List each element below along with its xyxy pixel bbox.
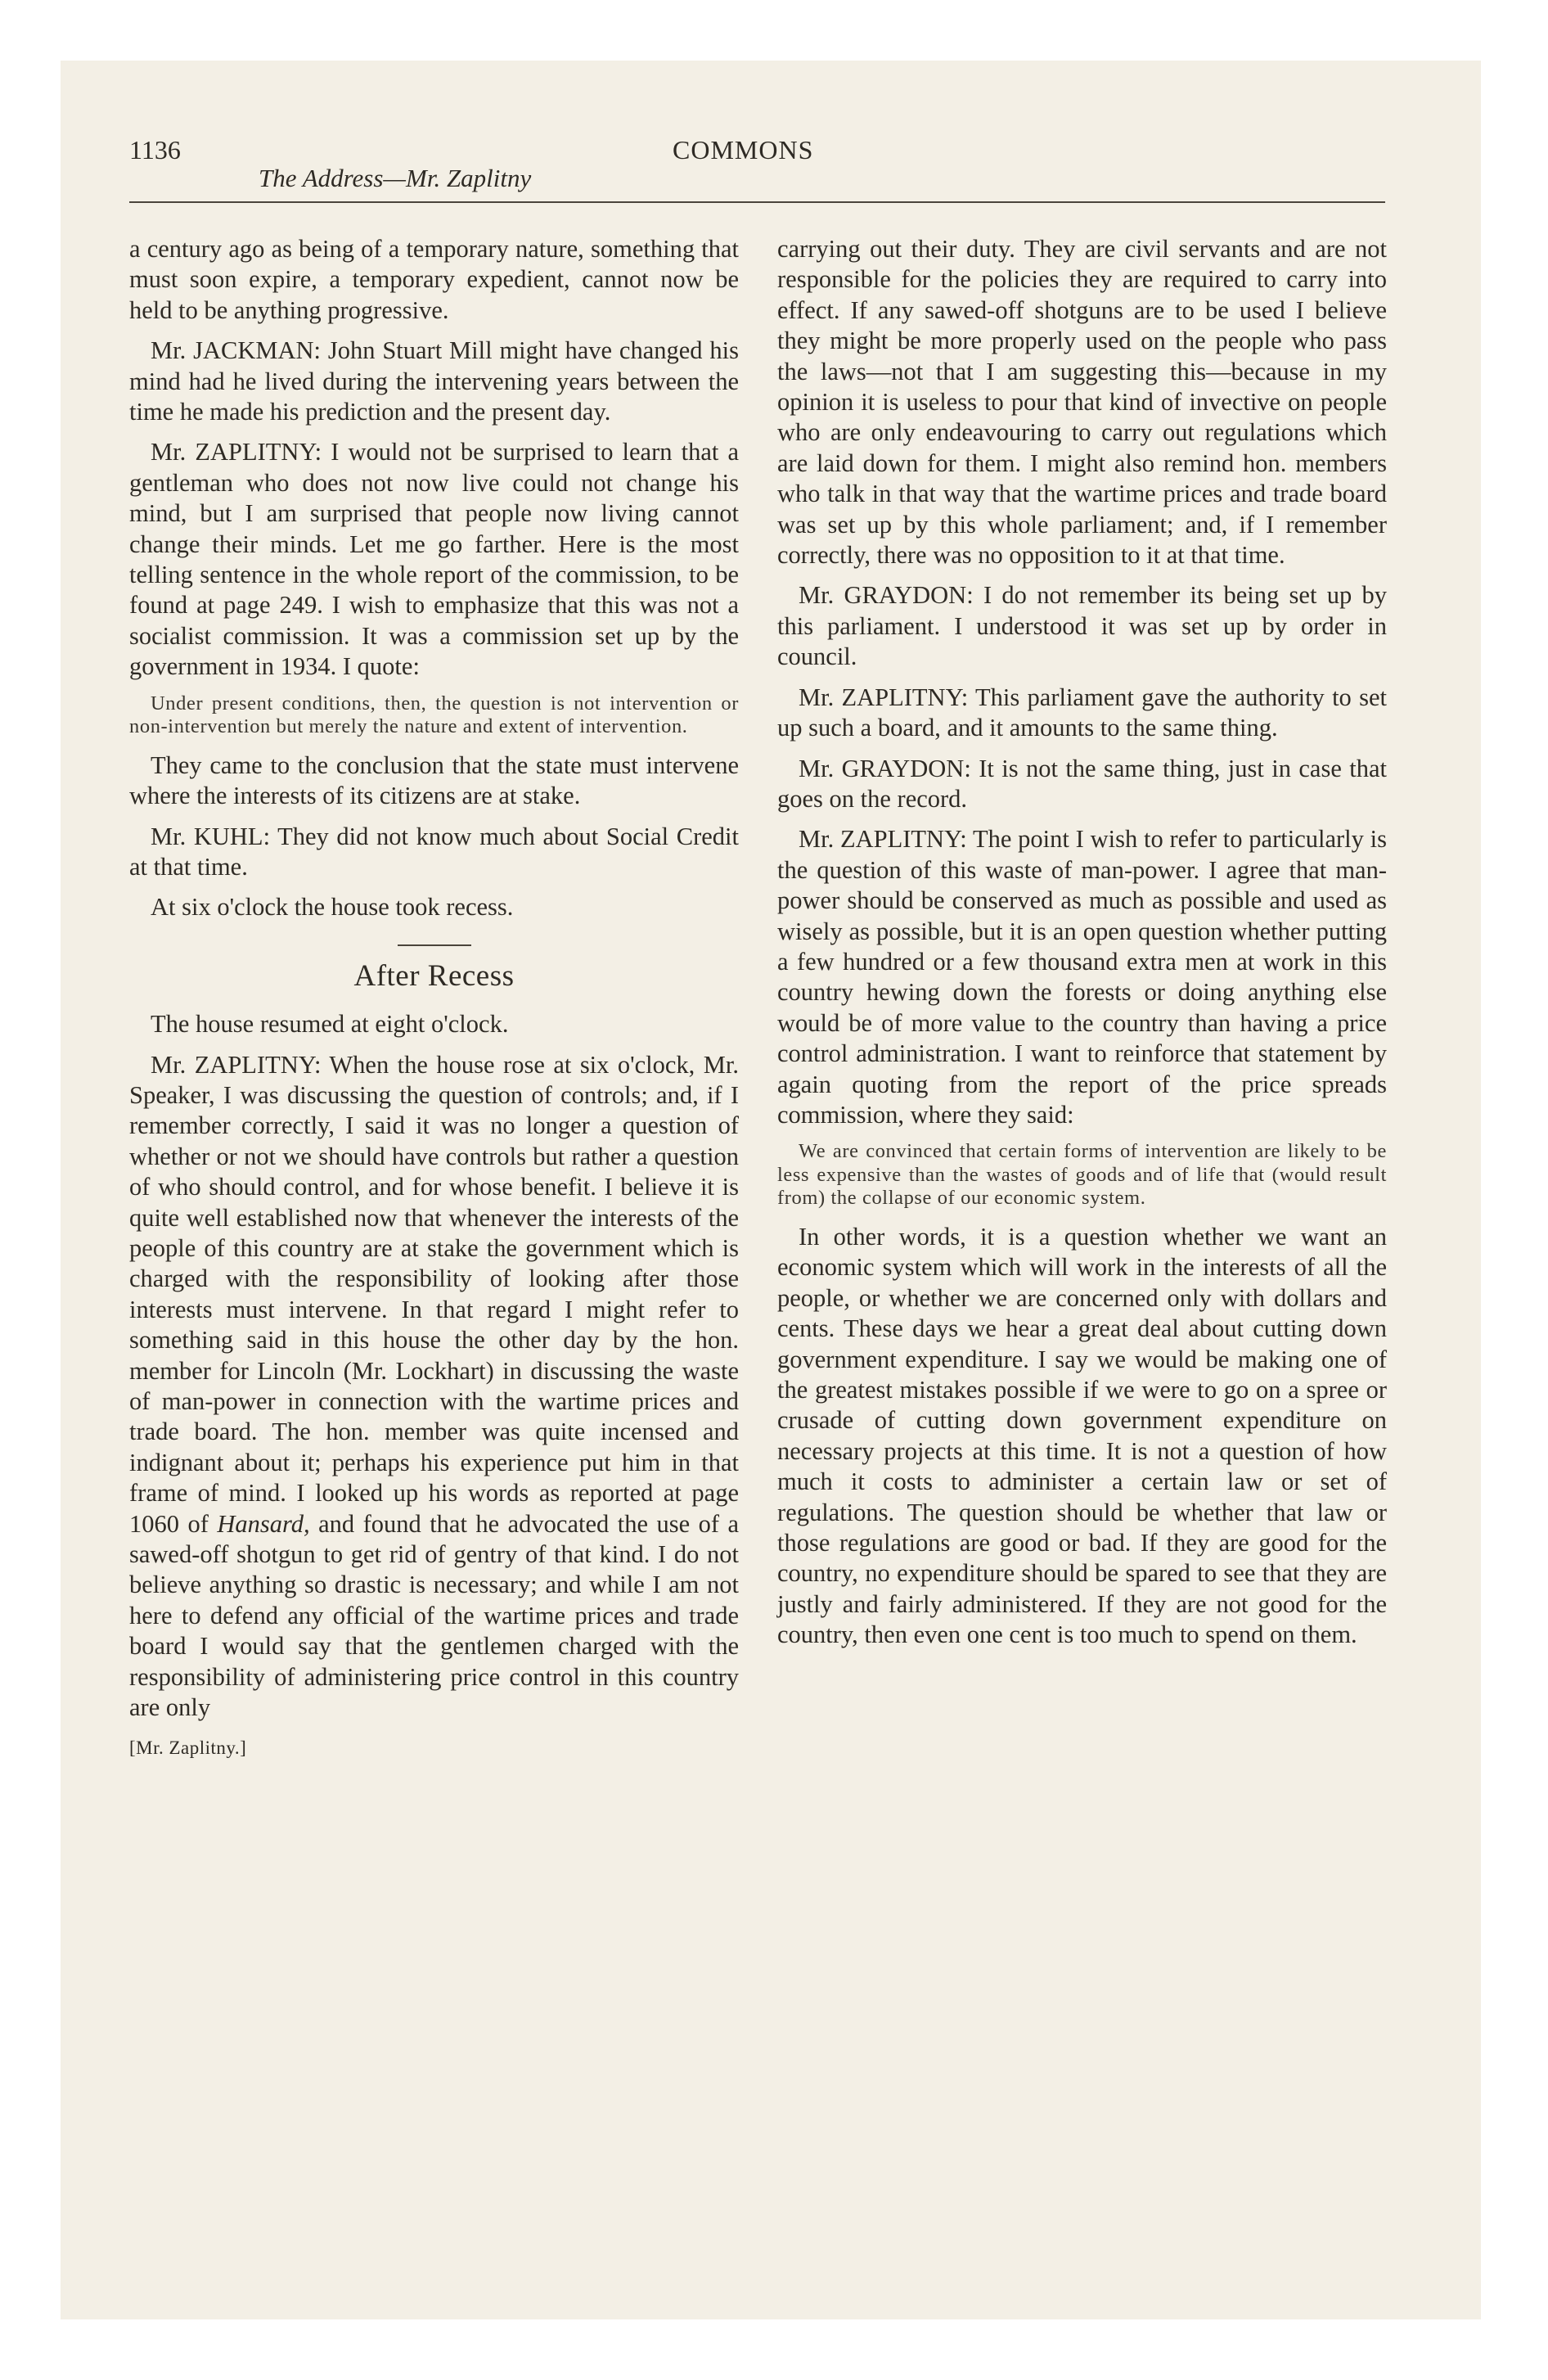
speaker-footer: [Mr. Zaplitny.] xyxy=(129,1738,247,1759)
page-number: 1136 xyxy=(129,135,181,165)
header-rule xyxy=(129,201,1385,203)
block-quote: Under present conditions, then, the question is not intervention or non-intervention but merely the nature and extent of intervention. xyxy=(129,692,739,738)
paragraph: a century ago as being of a temporary nature, something that must soon expire, a temporary expedient, cannot now be held to be anything progressive. xyxy=(129,235,739,324)
right-column xyxy=(777,234,1387,1661)
text-run: and found that he advocated the use of a sawed-off shotgun to get rid of gentry of that kind. I do not believe anything so drastic is necessary; and while I am not here to defend any official of the wartime prices and trade board I would say that the gentlemen charged with the responsibility of administering price control in this country are only xyxy=(129,1509,739,1722)
paragraph: Mr. ZAPLITNY: The point I wish to refer to particularly is the question of this waste of man-power. I agree that man-power should be conserved as much as possible and used as wisely as possible, but it is an open question whether putting a few hundred or a few thousand extra men at work in this country hewing down the forests or doing anything else would be of more value to the country than having a price control administration. I want to reinforce that statement by again quoting from the report of the price spreads commission, where they said: xyxy=(777,825,1387,1129)
paragraph: Mr. ZAPLITNY: I would not be surprised to learn that a gentleman who does not now live could not change his mind, but I am surprised that people now living cannot change their minds. Let me go farther. Here is the most telling sentence in the whole report of the commission, to be found at page 249. I wish to emphasize that this was not a socialist commission. It was a commission set up by the government in 1934. I quote: xyxy=(129,438,739,681)
paragraph: They came to the conclusion that the state must intervene where the interests of its citizens are at stake. xyxy=(129,751,739,810)
block-quote: We are convinced that certain forms of intervention are likely to be less expensive than the wastes of goods and of life that (would result from) the collapse of our economic system. xyxy=(777,1140,1387,1210)
paragraph: Mr. GRAYDON: It is not the same thing, just in case that goes on the record. xyxy=(777,754,1387,813)
text-run: Mr. ZAPLITNY: When the house rose at six o'clock, Mr. Speaker, I was discussing the question of controls; and, if I remember correctly, I said it was no longer a question of whether or not we should have controls but rather a question of who should control, and for whose benefit. I believe it is quite well established now that whenever the interests of the people of this country are at stake the government which is charged with the responsibility of looking after those interests must intervene. In that regard I might refer to something said in this house the other day by the hon. member for Lincoln (Mr. Lockhart) in discussing the waste of man-power in connection with the wartime prices and trade board. The hon. member was quite incensed and indignant about it; perhaps his experience put him in that frame of mind. I looked up his words as reported at page 1060 of xyxy=(129,1050,739,1538)
paragraph: At six o'clock the house took recess. xyxy=(151,893,514,922)
paragraph: The house resumed at eight o'clock. xyxy=(151,1010,509,1039)
paragraph: Mr. KUHL: They did not know much about Social Credit at that time. xyxy=(129,822,739,881)
left-column xyxy=(129,234,739,1764)
paragraph: Mr. JACKMAN: John Stuart Mill might have changed his mind had he lived during the intervening years between the time he made his prediction and the present day. xyxy=(129,336,739,426)
paragraph: carrying out their duty. They are civil servants and are not responsible for the policies they are required to carry into effect. If any sawed-off shotguns are to be used I believe they might be more properly used on the people who pass the laws—not that I am suggesting this—because in my opinion it is useless to pour that kind of invective on people who are only endeavouring to carry out regulations which are laid down for them. I might also remind hon. members who talk in that way that the wartime prices and trade board was set up by this whole parliament; and, if I remember correctly, there was no opposition to it at that time. xyxy=(777,235,1387,570)
paragraph xyxy=(129,1050,739,1724)
page-running-title: COMMONS xyxy=(673,135,814,165)
italic-text-run: Hansard, xyxy=(217,1509,310,1538)
paragraph: Mr. ZAPLITNY: This parliament gave the authority to set up such a board, and it amounts to the same thing. xyxy=(777,683,1387,742)
section-heading: After Recess xyxy=(353,958,515,993)
section-divider xyxy=(398,944,471,946)
paragraph: Mr. GRAYDON: I do not remember its being set up by this parliament. I understood it was set up by order in council. xyxy=(777,581,1387,671)
paragraph: In other words, it is a question whether we want an economic system which will work in the interests of all the people, or whether we are concerned only with dollars and cents. These days we hear a great deal about cutting down government expenditure. I say we would be making one of the greatest mistakes possible if we were to go on a spree or crusade of cutting down government expenditure on necessary projects at this time. It is not a question of how much it costs to administer a certain law or set of regulations. The question should be whether that law or those regulations are good or bad. If they are good for the country, no expenditure should be spared to see that they are justly and fairly administered. If they are not good for the country, then even one cent is too much to spend on them. xyxy=(777,1222,1387,1649)
page-running-subtitle: The Address—Mr. Zaplitny xyxy=(259,164,532,192)
